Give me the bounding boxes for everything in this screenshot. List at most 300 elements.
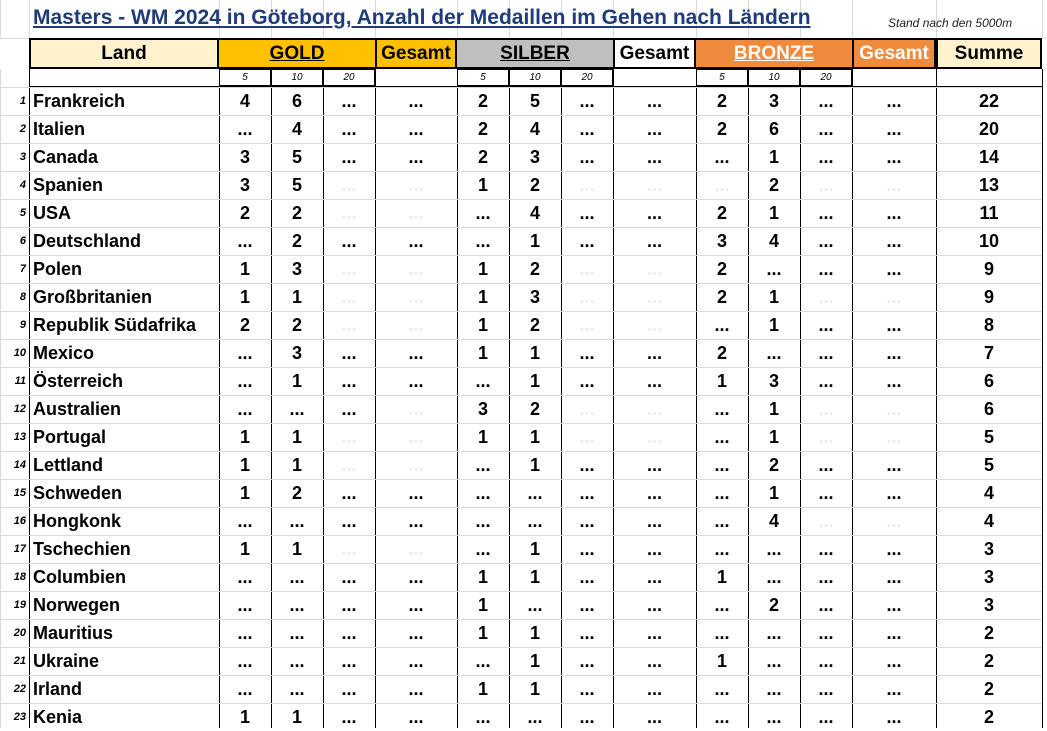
row-number: 10: [13, 347, 26, 359]
row-number: 6: [19, 235, 26, 247]
country-name: Mexico: [33, 342, 95, 363]
header-bronze-gesamt: Gesamt: [852, 38, 936, 69]
cell-gold-gesamt: ...: [408, 118, 424, 139]
cell-bronze-gesamt: ...: [886, 370, 902, 391]
cell-silber-gesamt: ...: [646, 286, 662, 307]
country-name: Großbritanien: [33, 286, 153, 307]
cell-bronze-gesamt: ...: [886, 622, 902, 643]
cell-silber-5: 1: [477, 678, 488, 699]
cell-gold-10: ...: [289, 678, 305, 699]
cell-bronze-20: ...: [818, 230, 834, 251]
cell-gold-10: 5: [291, 146, 302, 167]
cell-gold-10: 4: [291, 118, 302, 139]
cell-silber-20: ...: [579, 118, 595, 139]
cell-silber-20: ...: [579, 258, 595, 279]
cell-gold-5: ...: [237, 118, 253, 139]
cell-silber-5: ...: [475, 454, 491, 475]
cell-bronze-5: ...: [714, 398, 730, 419]
cell-gold-gesamt: ...: [408, 90, 424, 111]
cell-gold-20: ...: [341, 118, 357, 139]
country-name: Portugal: [33, 426, 107, 447]
cell-silber-10: 1: [529, 622, 540, 643]
cell-bronze-10: 1: [768, 426, 779, 447]
country-name: Hongkonk: [33, 510, 121, 531]
cell-gold-10: ...: [289, 398, 305, 419]
cell-bronze-5: ...: [714, 538, 730, 559]
country-name: Columbien: [33, 566, 126, 587]
cell-gold-10: 2: [291, 314, 302, 335]
cell-bronze-5: ...: [714, 314, 730, 335]
cell-gold-gesamt: ...: [408, 622, 424, 643]
sub-bronze-20: 20: [800, 69, 852, 86]
cell-gold-20: ...: [341, 566, 357, 587]
cell-bronze-10: ...: [766, 622, 782, 643]
page-title: Masters - WM 2024 in Göteborg, Anzahl der Medaillen im Gehen nach Ländern: [33, 6, 811, 29]
row-number: 7: [19, 263, 26, 275]
row-number: 13: [13, 431, 26, 443]
cell-silber-10: 2: [529, 398, 540, 419]
cell-bronze-10: ...: [766, 258, 782, 279]
cell-gold-5: 1: [239, 538, 250, 559]
cell-gold-20: ...: [341, 258, 357, 279]
cell-gold-5: ...: [237, 622, 253, 643]
cell-bronze-gesamt: ...: [886, 174, 902, 195]
cell-silber-10: 1: [529, 538, 540, 559]
cell-silber-20: ...: [579, 202, 595, 223]
row-number: 18: [13, 571, 26, 583]
cell-summe: 14: [978, 146, 1000, 167]
cell-summe: 3: [983, 594, 994, 615]
cell-silber-20: ...: [579, 370, 595, 391]
cell-silber-20: ...: [579, 286, 595, 307]
cell-silber-5: 1: [477, 174, 488, 195]
cell-bronze-10: ...: [766, 650, 782, 671]
cell-bronze-5: 1: [716, 370, 727, 391]
cell-silber-gesamt: ...: [646, 230, 662, 251]
cell-gold-20: ...: [341, 342, 357, 363]
cell-silber-gesamt: ...: [646, 90, 662, 111]
cell-summe: 5: [983, 454, 994, 475]
cell-summe: 4: [983, 510, 994, 531]
cell-gold-gesamt: ...: [408, 286, 424, 307]
cell-bronze-20: ...: [818, 650, 834, 671]
cell-gold-5: ...: [237, 678, 253, 699]
cell-silber-10: 2: [529, 174, 540, 195]
cell-silber-5: ...: [475, 482, 491, 503]
cell-silber-10: 1: [529, 454, 540, 475]
cell-gold-20: ...: [341, 650, 357, 671]
cell-bronze-5: 2: [716, 342, 727, 363]
cell-bronze-gesamt: ...: [886, 202, 902, 223]
cell-gold-10: ...: [289, 566, 305, 587]
row-number: 4: [19, 179, 26, 191]
cell-silber-10: ...: [527, 706, 543, 727]
cell-bronze-gesamt: ...: [886, 90, 902, 111]
cell-silber-20: ...: [579, 538, 595, 559]
cell-silber-20: ...: [579, 230, 595, 251]
cell-silber-20: ...: [579, 398, 595, 419]
cell-silber-20: ...: [579, 594, 595, 615]
header-land: Land: [29, 38, 219, 69]
sub-silber-10: 10: [509, 69, 561, 86]
cell-bronze-gesamt: ...: [886, 118, 902, 139]
cell-bronze-10: ...: [766, 678, 782, 699]
cell-gold-5: ...: [237, 370, 253, 391]
cell-bronze-5: ...: [714, 146, 730, 167]
sub-bronze-5: 5: [696, 69, 748, 86]
cell-silber-gesamt: ...: [646, 342, 662, 363]
cell-silber-10: 1: [529, 342, 540, 363]
cell-silber-5: 1: [477, 426, 488, 447]
cell-silber-gesamt: ...: [646, 370, 662, 391]
cell-bronze-20: ...: [818, 678, 834, 699]
row-number: 21: [13, 655, 26, 667]
cell-gold-5: 1: [239, 482, 250, 503]
cell-gold-gesamt: ...: [408, 594, 424, 615]
cell-silber-20: ...: [579, 174, 595, 195]
row-number: 2: [19, 123, 26, 135]
cell-silber-10: ...: [527, 482, 543, 503]
cell-gold-20: ...: [341, 202, 357, 223]
cell-bronze-gesamt: ...: [886, 510, 902, 531]
cell-gold-10: 2: [291, 482, 302, 503]
cell-bronze-20: ...: [818, 510, 834, 531]
cell-bronze-5: 2: [716, 90, 727, 111]
country-name: Schweden: [33, 482, 123, 503]
cell-summe: 2: [983, 650, 994, 671]
cell-silber-10: ...: [527, 594, 543, 615]
cell-summe: 22: [978, 90, 1000, 111]
cell-silber-gesamt: ...: [646, 258, 662, 279]
cell-bronze-gesamt: ...: [886, 594, 902, 615]
cell-gold-20: ...: [341, 594, 357, 615]
cell-bronze-10: 2: [768, 174, 779, 195]
country-name: Lettland: [33, 454, 103, 475]
country-name: Kenia: [33, 706, 83, 727]
cell-summe: 6: [983, 370, 994, 391]
cell-gold-10: 1: [291, 370, 302, 391]
cell-bronze-10: 3: [768, 90, 779, 111]
cell-silber-20: ...: [579, 510, 595, 531]
cell-gold-5: 2: [239, 314, 250, 335]
cell-bronze-10: 2: [768, 454, 779, 475]
country-name: Frankreich: [33, 90, 126, 111]
cell-silber-5: 2: [477, 90, 488, 111]
cell-bronze-gesamt: ...: [886, 286, 902, 307]
sub-silber-20: 20: [561, 69, 613, 86]
cell-gold-gesamt: ...: [408, 426, 424, 447]
cell-gold-20: ...: [341, 482, 357, 503]
cell-silber-10: 2: [529, 314, 540, 335]
country-name: Mauritius: [33, 622, 114, 643]
cell-gold-10: 1: [291, 706, 302, 727]
cell-gold-20: ...: [341, 174, 357, 195]
cell-bronze-gesamt: ...: [886, 314, 902, 335]
cell-summe: 6: [983, 398, 994, 419]
cell-gold-gesamt: ...: [408, 482, 424, 503]
cell-gold-5: 1: [239, 426, 250, 447]
row-number: 19: [13, 599, 26, 611]
cell-silber-5: 1: [477, 342, 488, 363]
cell-silber-10: ...: [527, 510, 543, 531]
cell-bronze-gesamt: ...: [886, 650, 902, 671]
cell-gold-20: ...: [341, 538, 357, 559]
cell-bronze-20: ...: [818, 426, 834, 447]
cell-bronze-5: ...: [714, 678, 730, 699]
cell-gold-20: ...: [341, 230, 357, 251]
cell-silber-5: 1: [477, 314, 488, 335]
sub-gold-20: 20: [323, 69, 375, 86]
cell-gold-10: 1: [291, 286, 302, 307]
cell-silber-gesamt: ...: [646, 314, 662, 335]
cell-gold-5: 1: [239, 286, 250, 307]
header-summe: Summe: [936, 38, 1042, 69]
header-gold: GOLD: [219, 38, 375, 69]
country-name: Norwegen: [33, 594, 121, 615]
cell-bronze-10: 1: [768, 202, 779, 223]
cell-gold-20: ...: [341, 454, 357, 475]
cell-silber-gesamt: ...: [646, 482, 662, 503]
cell-gold-10: 6: [291, 90, 302, 111]
cell-bronze-10: ...: [766, 706, 782, 727]
cell-summe: 3: [983, 566, 994, 587]
country-name: Irland: [33, 678, 83, 699]
cell-gold-5: ...: [237, 650, 253, 671]
cell-silber-10: 1: [529, 426, 540, 447]
cell-silber-20: ...: [579, 678, 595, 699]
cell-bronze-5: ...: [714, 622, 730, 643]
cell-gold-5: ...: [237, 594, 253, 615]
cell-silber-10: 5: [529, 90, 540, 111]
country-name: Tschechien: [33, 538, 131, 559]
cell-silber-gesamt: ...: [646, 510, 662, 531]
cell-bronze-5: 2: [716, 202, 727, 223]
row-number: 5: [19, 207, 26, 219]
cell-bronze-5: 3: [716, 230, 727, 251]
cell-silber-5: ...: [475, 650, 491, 671]
cell-silber-gesamt: ...: [646, 650, 662, 671]
cell-gold-5: ...: [237, 566, 253, 587]
cell-bronze-gesamt: ...: [886, 342, 902, 363]
cell-gold-20: ...: [341, 314, 357, 335]
cell-gold-10: 2: [291, 202, 302, 223]
cell-silber-gesamt: ...: [646, 454, 662, 475]
cell-gold-10: ...: [289, 622, 305, 643]
cell-gold-5: 4: [239, 90, 250, 111]
cell-bronze-20: ...: [818, 342, 834, 363]
row-number: 22: [13, 683, 26, 695]
header-bronze: BRONZE: [696, 38, 852, 69]
cell-bronze-20: ...: [818, 622, 834, 643]
cell-gold-20: ...: [341, 622, 357, 643]
row-number: 3: [19, 151, 26, 163]
cell-silber-5: 1: [477, 286, 488, 307]
cell-silber-5: ...: [475, 538, 491, 559]
cell-bronze-gesamt: ...: [886, 398, 902, 419]
cell-gold-10: 1: [291, 426, 302, 447]
cell-silber-20: ...: [579, 90, 595, 111]
cell-gold-20: ...: [341, 706, 357, 727]
cell-silber-gesamt: ...: [646, 566, 662, 587]
cell-bronze-20: ...: [818, 202, 834, 223]
cell-gold-20: ...: [341, 426, 357, 447]
row-number: 12: [13, 403, 26, 415]
cell-bronze-10: ...: [766, 538, 782, 559]
cell-summe: 4: [983, 482, 994, 503]
cell-bronze-gesamt: ...: [886, 426, 902, 447]
cell-silber-5: ...: [475, 706, 491, 727]
cell-silber-gesamt: ...: [646, 398, 662, 419]
cell-bronze-5: ...: [714, 174, 730, 195]
cell-bronze-5: ...: [714, 426, 730, 447]
cell-bronze-20: ...: [818, 566, 834, 587]
cell-silber-5: 1: [477, 258, 488, 279]
cell-silber-5: 1: [477, 566, 488, 587]
cell-summe: 2: [983, 622, 994, 643]
country-name: Italien: [33, 118, 86, 139]
cell-silber-5: 3: [477, 398, 488, 419]
cell-bronze-20: ...: [818, 482, 834, 503]
cell-silber-20: ...: [579, 146, 595, 167]
cell-silber-10: 2: [529, 258, 540, 279]
cell-bronze-20: ...: [818, 174, 834, 195]
cell-gold-20: ...: [341, 90, 357, 111]
cell-bronze-20: ...: [818, 398, 834, 419]
cell-gold-5: ...: [237, 510, 253, 531]
cell-gold-gesamt: ...: [408, 202, 424, 223]
cell-summe: 11: [979, 202, 999, 223]
sub-bronze-10: 10: [748, 69, 800, 86]
cell-silber-gesamt: ...: [646, 622, 662, 643]
cell-silber-10: 1: [529, 650, 540, 671]
cell-bronze-gesamt: ...: [886, 146, 902, 167]
cell-gold-10: 1: [291, 454, 302, 475]
cell-bronze-10: 1: [768, 286, 779, 307]
row-number: 8: [19, 291, 26, 303]
cell-bronze-5: ...: [714, 454, 730, 475]
cell-gold-10: 3: [291, 342, 302, 363]
cell-gold-5: 3: [239, 174, 250, 195]
status-note: Stand nach den 5000m: [888, 16, 1013, 30]
header-gold-gesamt: Gesamt: [375, 38, 457, 69]
cell-silber-20: ...: [579, 314, 595, 335]
cell-gold-10: ...: [289, 510, 305, 531]
cell-gold-5: 1: [239, 706, 250, 727]
cell-silber-20: ...: [579, 482, 595, 503]
cell-summe: 13: [978, 174, 1000, 195]
cell-silber-20: ...: [579, 622, 595, 643]
cell-gold-5: ...: [237, 398, 253, 419]
cell-bronze-20: ...: [818, 538, 834, 559]
cell-bronze-10: ...: [766, 566, 782, 587]
cell-gold-5: ...: [237, 230, 253, 251]
cell-gold-gesamt: ...: [408, 538, 424, 559]
cell-gold-gesamt: ...: [408, 146, 424, 167]
cell-bronze-5: 2: [716, 286, 727, 307]
cell-gold-10: 1: [291, 538, 302, 559]
cell-gold-5: 2: [239, 202, 250, 223]
cell-gold-5: 1: [239, 258, 250, 279]
cell-silber-10: 3: [529, 146, 540, 167]
row-number: 20: [13, 627, 26, 639]
cell-gold-gesamt: ...: [408, 398, 424, 419]
cell-silber-5: ...: [475, 370, 491, 391]
cell-gold-10: 2: [291, 230, 302, 251]
cell-bronze-gesamt: ...: [886, 566, 902, 587]
row-number: 1: [19, 95, 26, 107]
sub-gold-5: 5: [219, 69, 271, 86]
cell-silber-gesamt: ...: [646, 202, 662, 223]
cell-bronze-5: 1: [716, 566, 727, 587]
cell-silber-10: 4: [529, 118, 540, 139]
header-silber-gesamt: Gesamt: [613, 38, 696, 69]
cell-bronze-gesamt: ...: [886, 258, 902, 279]
cell-summe: 2: [983, 678, 994, 699]
row-number: 17: [13, 543, 26, 555]
cell-summe: 20: [978, 118, 1000, 139]
cell-bronze-10: 3: [768, 370, 779, 391]
cell-summe: 2: [983, 706, 994, 727]
cell-gold-gesamt: ...: [408, 566, 424, 587]
row-number: 9: [19, 319, 26, 331]
cell-gold-20: ...: [341, 286, 357, 307]
row-number: 11: [14, 375, 26, 387]
sub-silber-5: 5: [457, 69, 509, 86]
cell-bronze-20: ...: [818, 146, 834, 167]
cell-silber-gesamt: ...: [646, 594, 662, 615]
cell-gold-gesamt: ...: [408, 258, 424, 279]
cell-silber-10: 1: [529, 230, 540, 251]
cell-gold-10: 3: [291, 258, 302, 279]
country-name: Österreich: [33, 370, 124, 391]
cell-silber-20: ...: [579, 342, 595, 363]
cell-bronze-gesamt: ...: [886, 454, 902, 475]
row-number: 23: [13, 711, 26, 723]
cell-bronze-10: 4: [768, 230, 779, 251]
country-name: Canada: [33, 146, 99, 167]
cell-silber-gesamt: ...: [646, 118, 662, 139]
cell-silber-gesamt: ...: [646, 706, 662, 727]
cell-gold-20: ...: [341, 146, 357, 167]
cell-silber-10: 4: [529, 202, 540, 223]
cell-summe: 8: [983, 314, 994, 335]
cell-bronze-5: ...: [714, 706, 730, 727]
cell-bronze-20: ...: [818, 90, 834, 111]
cell-bronze-5: 2: [716, 258, 727, 279]
cell-bronze-5: ...: [714, 594, 730, 615]
row-number: 15: [13, 487, 26, 499]
cell-bronze-5: 2: [716, 118, 727, 139]
cell-gold-gesamt: ...: [408, 230, 424, 251]
cell-bronze-20: ...: [818, 314, 834, 335]
cell-bronze-10: ...: [766, 342, 782, 363]
cell-silber-gesamt: ...: [646, 426, 662, 447]
cell-gold-20: ...: [341, 370, 357, 391]
cell-gold-gesamt: ...: [408, 706, 424, 727]
cell-gold-gesamt: ...: [408, 510, 424, 531]
cell-bronze-10: 4: [768, 510, 779, 531]
cell-silber-gesamt: ...: [646, 174, 662, 195]
cell-bronze-20: ...: [818, 706, 834, 727]
cell-gold-5: ...: [237, 342, 253, 363]
cell-bronze-20: ...: [818, 286, 834, 307]
cell-bronze-10: 6: [768, 118, 779, 139]
cell-summe: 9: [983, 286, 994, 307]
cell-gold-10: 5: [291, 174, 302, 195]
cell-silber-10: 1: [529, 370, 540, 391]
cell-gold-10: ...: [289, 594, 305, 615]
cell-silber-5: 1: [477, 622, 488, 643]
